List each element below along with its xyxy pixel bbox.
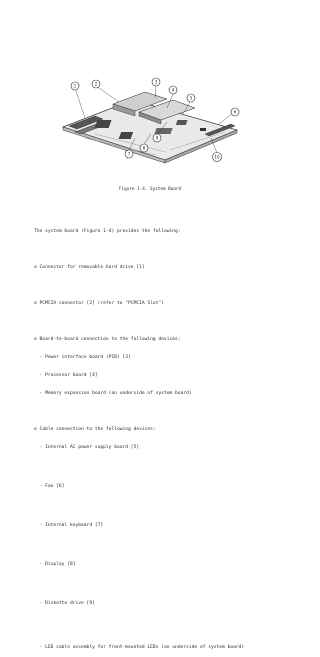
list-subitem: - Display [8] [34, 562, 76, 567]
system-board-diagram [55, 72, 245, 164]
callout-label-6: 6 [233, 109, 237, 115]
callout-label-1: 1 [73, 83, 77, 89]
callout-label-4: 4 [171, 87, 175, 93]
list-subitem: - Power interface board (PIB) [3] [34, 355, 131, 360]
figure-caption: Figure 1-4. System Board [118, 187, 182, 192]
callout-label-9: 9 [155, 135, 159, 141]
system-board-figure [55, 72, 245, 164]
callout-label-8: 8 [142, 145, 146, 151]
chip [154, 128, 172, 134]
intro-paragraph: The system board (Figure 1-4) provides the following: [34, 229, 181, 234]
callout-label-5: 5 [189, 95, 193, 101]
list-subitem: - LED cable assembly for front-mounted LEDs (on underside of system board) [34, 645, 245, 650]
list-subitem: - Processor board [4] [34, 373, 98, 378]
list-item: o Cable connection to the following devices: [34, 427, 156, 432]
callout-label-7: 7 [127, 151, 131, 157]
list-subitem: - Internal AC power supply board [5] [34, 445, 140, 450]
list-subitem: - Internal keyboard [7] [34, 523, 104, 528]
list-subitem: - Memory expansion board (on underside of system board) [34, 391, 192, 396]
chip [176, 120, 188, 125]
body-text [34, 217, 296, 657]
callout-label-3: 3 [154, 79, 158, 85]
callout-label-2: 2 [94, 81, 98, 87]
list-subitem: - Diskette drive [9] [34, 601, 95, 606]
leader-line [96, 86, 119, 102]
list-item: o Connector for removable hard drive [1] [34, 265, 145, 270]
leader-line [75, 88, 85, 118]
chip [119, 132, 134, 139]
list-item: o Board-to-board connection to the following devices: [34, 337, 181, 342]
list-item: o PCMCIA connector [2] (refer to "PCMCIA Slot") [34, 301, 164, 306]
list-subitem: - Fan [6] [34, 484, 65, 489]
chip [95, 120, 112, 128]
leader-line [219, 113, 233, 124]
callout-label-10: 10 [214, 154, 220, 160]
fan-connector [200, 128, 206, 131]
